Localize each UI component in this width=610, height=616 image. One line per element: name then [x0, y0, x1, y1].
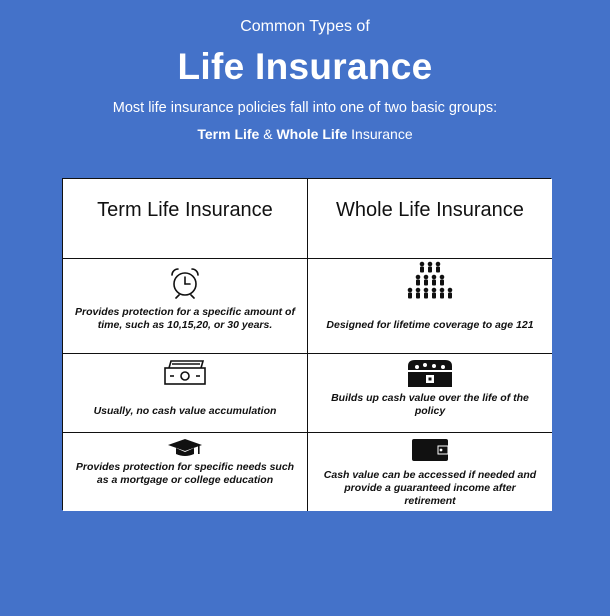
group-term: Term Life: [197, 126, 260, 142]
graduation-cap-icon: [166, 437, 204, 459]
comparison-table: [62, 178, 551, 510]
people-pyramid-icon: [404, 261, 456, 303]
column-title-whole: Whole Life Insurance: [336, 199, 524, 221]
table-cell-text: Designed for lifetime coverage to age 121: [326, 319, 534, 331]
group-suffix: Insurance: [351, 126, 413, 142]
table-cell-term-row-2: [63, 354, 308, 433]
table-head-term: [63, 179, 308, 259]
table-cell-text: Cash value can be accessed if needed and provide a guaranteed income after retirement: [323, 469, 537, 507]
alarm-clock-icon: [168, 265, 202, 299]
wallet-icon: [411, 437, 449, 463]
table-cell-text: Provides protection for specific needs such as a mortgage or college education: [75, 461, 295, 486]
table-cell-whole-row-2: [308, 354, 552, 433]
header-kicker: Common Types of: [240, 18, 370, 35]
table-cell-term-row-3: [63, 433, 308, 511]
cash-bills-icon: [162, 358, 208, 386]
page-subtitle: Most life insurance policies fall into one of two basic groups:: [112, 100, 498, 116]
column-title-term: Term Life Insurance: [97, 199, 273, 221]
group-amp: &: [263, 126, 273, 142]
table-cell-text: Builds up cash value over the life of the policy: [331, 392, 529, 417]
table-cell-text: Usually, no cash value accumulation: [93, 405, 277, 417]
table-cell-term-row-1: [63, 259, 308, 354]
page-title: Life Insurance: [177, 46, 433, 87]
group-whole: Whole Life: [276, 126, 348, 142]
groups-line: [0, 125, 610, 143]
table-cell-text: Provides protection for a specific amount of time, such as 10,15,20, or 30 years.: [75, 306, 295, 331]
table-cell-whole-row-1: [308, 259, 552, 354]
table-cell-whole-row-3: [308, 433, 552, 511]
table-head-whole: [308, 179, 552, 259]
treasure-chest-icon: [405, 358, 455, 388]
